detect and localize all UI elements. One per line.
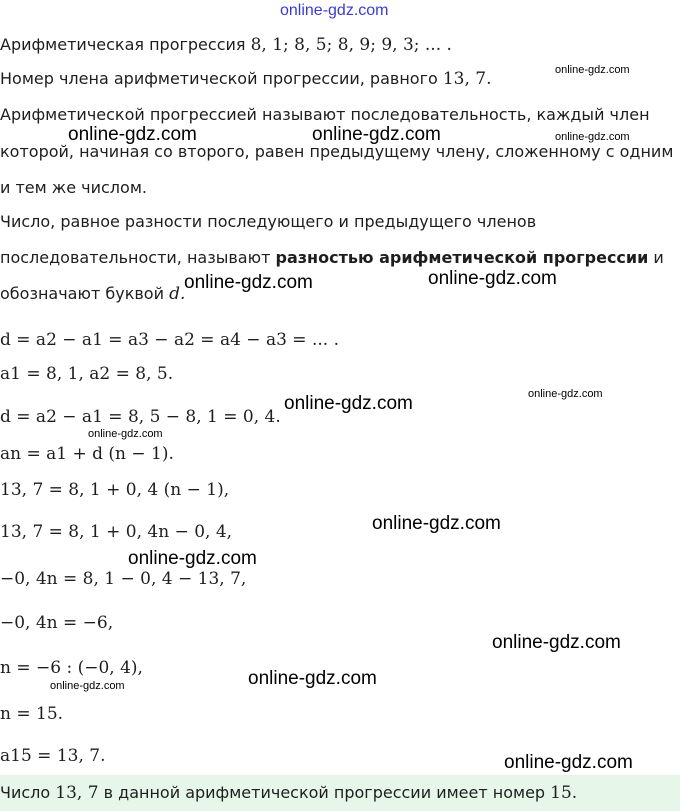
solution-step: n = 15. — [0, 704, 64, 724]
term-highlight: разностью арифметической прогрессии — [275, 248, 649, 267]
answer-text: Число 13, 7 в данной арифметической прогрессии имеет номер 15. — [0, 783, 578, 803]
answer-value: 13, 7 — [55, 783, 99, 803]
watermark: online-gdz.com — [428, 268, 557, 289]
watermark: online-gdz.com — [372, 513, 501, 534]
watermark: online-gdz.com — [555, 64, 630, 76]
watermark: online-gdz.com — [184, 272, 313, 293]
solution-step: a15 = 13, 7. — [0, 746, 106, 766]
watermark: online-gdz.com — [68, 124, 197, 145]
solution-step: n = −6 : (−0, 4), — [0, 658, 143, 678]
definition-line: и тем же числом. — [0, 178, 147, 197]
solution-step: −0, 4n = 8, 1 − 0, 4 − 13, 7, — [0, 569, 247, 589]
definition-line: которой, начиная со второго, равен предыдущему члену, сложенному с одним — [0, 142, 674, 161]
variable-d: d. — [169, 284, 186, 304]
problem-statement: Арифметическая прогрессия 8, 1; 8, 5; 8, 9; 9, 3; ... . — [0, 35, 452, 55]
solution-step: 13, 7 = 8, 1 + 0, 4n − 0, 4, — [0, 522, 233, 542]
solution-step: an = a1 + d (n − 1). — [0, 444, 174, 464]
watermark: online-gdz.com — [504, 752, 633, 773]
solution-step: −0, 4n = −6, — [0, 613, 114, 633]
definition-line: Число, равное разности последующего и предыдущего членов — [0, 212, 537, 231]
definition-line: обозначают буквой d. — [0, 284, 186, 304]
watermark: online-gdz.com — [312, 124, 441, 145]
watermark: online-gdz.com — [555, 131, 630, 143]
watermark: online-gdz.com — [88, 428, 163, 440]
solution-step: 13, 7 = 8, 1 + 0, 4 (n − 1), — [0, 480, 230, 500]
watermark: online-gdz.com — [128, 548, 257, 569]
definition-line: последовательности, называют разностью арифметической прогрессии и — [0, 248, 664, 267]
watermark: online-gdz.com — [284, 393, 413, 414]
solution-step: d = a2 − a1 = a3 − a2 = a4 − a3 = ... . — [0, 330, 339, 350]
problem-question: Номер члена арифметической прогрессии, равного 13, 7. — [0, 69, 492, 89]
watermark: online-gdz.com — [528, 388, 603, 400]
sequence: 8, 1; 8, 5; 8, 9; 9, 3; ... . — [250, 35, 452, 55]
definition-line: Арифметической прогрессией называют последовательность, каждый член — [0, 105, 650, 124]
answer-number: 15. — [550, 783, 578, 803]
solution-step: d = a2 − a1 = 8, 5 − 8, 1 = 0, 4. — [0, 407, 281, 427]
solution-step: a1 = 8, 1, a2 = 8, 5. — [0, 364, 174, 384]
watermark: online-gdz.com — [248, 668, 377, 689]
watermark-top: online-gdz.com — [280, 2, 389, 19]
question-value: 13, 7. — [442, 69, 492, 89]
watermark: online-gdz.com — [492, 632, 621, 653]
watermark: online-gdz.com — [50, 680, 125, 692]
answer-box — [0, 775, 680, 811]
